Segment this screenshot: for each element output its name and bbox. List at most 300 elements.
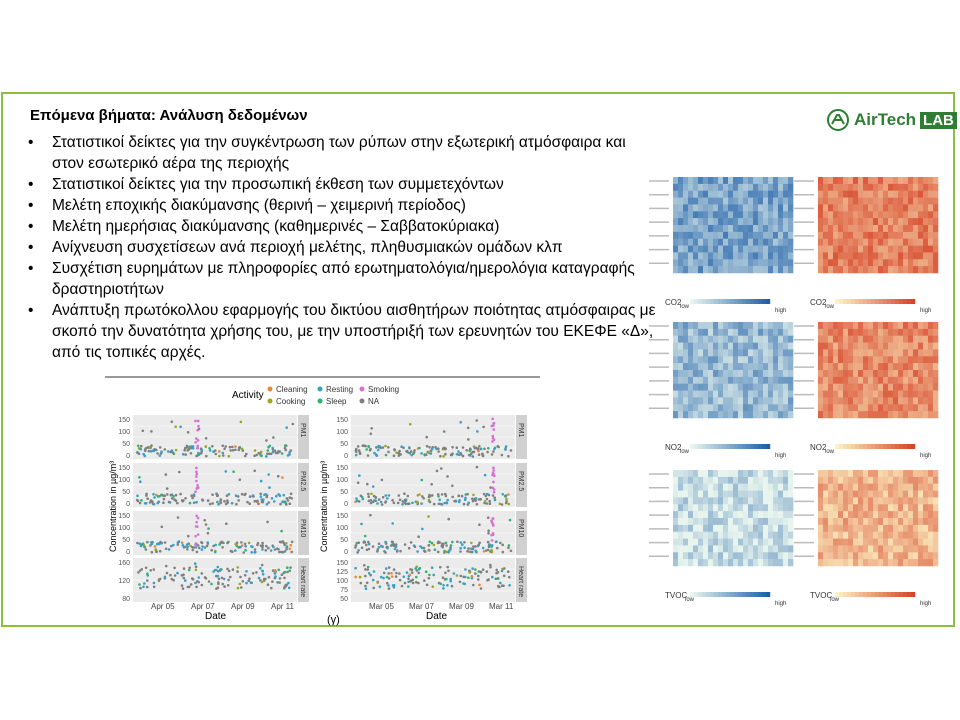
heatmap-cell <box>858 377 863 384</box>
heatmap-cell <box>883 232 888 239</box>
heatmap-cell <box>688 329 693 336</box>
data-point <box>138 447 141 450</box>
heatmap-cell <box>853 343 858 350</box>
data-point <box>442 576 445 579</box>
heatmap-cell <box>783 411 788 418</box>
data-point <box>477 450 480 453</box>
heatmap-cell <box>918 397 923 404</box>
heatmap-cell <box>883 370 888 377</box>
heatmap-cell <box>928 211 933 218</box>
colorbar-segment <box>766 592 770 597</box>
heatmap-cell <box>733 343 738 350</box>
heatmap-cell <box>913 218 918 225</box>
heatmap-cell <box>823 525 828 532</box>
heatmap-cell <box>868 411 873 418</box>
heatmap-cell <box>788 322 793 329</box>
heatmap-cell <box>848 525 853 532</box>
heatmap-cell <box>733 363 738 370</box>
data-point <box>367 568 370 571</box>
heatmap-cell <box>758 239 763 246</box>
data-point <box>449 546 452 549</box>
heatmap-cell <box>918 177 923 184</box>
heatmap-cell <box>703 539 708 546</box>
heatmap-cell <box>693 518 698 525</box>
heatmap-cell <box>828 484 833 491</box>
heatmap-cell <box>918 484 923 491</box>
colorbar-high-label: high <box>775 601 787 607</box>
data-point <box>259 493 262 496</box>
heatmap-cell <box>758 511 763 518</box>
colorbar-low-label: low <box>825 449 835 455</box>
data-point <box>272 451 275 454</box>
heatmap-cell <box>703 211 708 218</box>
heatmap-cell <box>683 191 688 198</box>
heatmap-cell <box>773 484 778 491</box>
heatmap-cell <box>818 211 823 218</box>
data-point <box>372 545 375 548</box>
heatmap-cell <box>863 511 868 518</box>
data-point <box>249 495 252 498</box>
data-point <box>411 569 414 572</box>
data-point <box>407 495 410 498</box>
heatmap-cell <box>713 497 718 504</box>
data-point <box>411 502 414 505</box>
heatmap-cell <box>698 484 703 491</box>
data-point <box>456 446 459 449</box>
heatmap-cell <box>828 525 833 532</box>
data-point <box>472 500 475 503</box>
heatmap-cell <box>748 397 753 404</box>
data-point <box>168 501 171 504</box>
heatmap-cell <box>693 491 698 498</box>
y-tick-label: 50 <box>340 441 348 448</box>
data-point <box>393 502 396 505</box>
heatmap-cell <box>853 252 858 259</box>
data-point <box>426 445 429 448</box>
data-point <box>501 503 504 506</box>
data-point <box>366 582 369 585</box>
data-point <box>218 450 221 453</box>
heatmap-cell <box>833 384 838 391</box>
data-point <box>228 570 231 573</box>
heatmap-cell <box>703 184 708 191</box>
data-point <box>445 495 448 498</box>
heatmap-cell <box>918 539 923 546</box>
heatmap-cell <box>688 336 693 343</box>
heatmap-cell <box>888 329 893 336</box>
data-point <box>198 576 201 579</box>
heatmap-cell <box>778 184 783 191</box>
heatmap-cell <box>908 497 913 504</box>
colorbar-segment <box>839 299 843 304</box>
heatmap-cell <box>843 177 848 184</box>
heatmap-cell <box>703 343 708 350</box>
colorbar-segment <box>903 299 907 304</box>
data-point <box>487 541 490 544</box>
data-point <box>195 565 198 568</box>
heatmap-cell <box>738 497 743 504</box>
heatmap-cell <box>758 211 763 218</box>
colorbar-segment <box>694 592 698 597</box>
data-point <box>451 485 454 488</box>
heatmap-cell <box>853 532 858 539</box>
data-point <box>155 550 158 553</box>
heatmap-cell <box>863 191 868 198</box>
heatmap-cell <box>743 532 748 539</box>
data-point <box>478 453 481 456</box>
colorbar-segment <box>718 592 722 597</box>
data-point <box>244 543 247 546</box>
data-point <box>201 584 204 587</box>
heatmap-cell <box>863 384 868 391</box>
heatmap-cell <box>748 391 753 398</box>
data-point <box>195 467 198 470</box>
data-point <box>391 575 394 578</box>
colorbar-segment <box>867 444 871 449</box>
heatmap-cell <box>673 239 678 246</box>
data-point <box>475 447 478 450</box>
heatmap-cell <box>893 518 898 525</box>
heatmap-cell <box>828 329 833 336</box>
heatmap-cell <box>833 336 838 343</box>
heatmap-cell <box>713 559 718 566</box>
heatmap-cell <box>928 491 933 498</box>
heatmap-cell <box>778 497 783 504</box>
heatmap-cell <box>933 322 938 329</box>
heatmap-cell <box>718 177 723 184</box>
heatmap-cell <box>858 545 863 552</box>
heatmap-cell <box>928 246 933 253</box>
data-point <box>442 587 445 590</box>
heatmap-cell <box>773 559 778 566</box>
heatmap-cell <box>783 356 788 363</box>
heatmap-cell <box>908 397 913 404</box>
heatmap-cell <box>673 545 678 552</box>
heatmap-cell <box>683 497 688 504</box>
heatmap-cell <box>898 539 903 546</box>
data-point <box>156 543 159 546</box>
heatmap-cell <box>713 204 718 211</box>
y-tick-label: 150 <box>118 465 130 472</box>
heatmap-cell <box>718 329 723 336</box>
heatmap-cell <box>818 477 823 484</box>
heatmap-cell <box>888 377 893 384</box>
heatmap-cell <box>843 252 848 259</box>
heatmap-cell <box>843 246 848 253</box>
heatmap-cell <box>718 370 723 377</box>
data-point <box>404 543 407 546</box>
heatmap-cell <box>733 545 738 552</box>
heatmap-cell <box>733 404 738 411</box>
heatmap-cell <box>888 363 893 370</box>
data-point <box>447 551 450 554</box>
heatmap-cell <box>773 218 778 225</box>
heatmap-cell <box>828 191 833 198</box>
heatmap-cell <box>863 343 868 350</box>
heatmap-cell <box>688 246 693 253</box>
heatmap-cell <box>833 266 838 273</box>
data-point <box>471 498 474 501</box>
heatmap-cell <box>923 252 928 259</box>
heatmap-cell <box>733 329 738 336</box>
colorbar-segment <box>718 299 722 304</box>
colorbar-label: TVOC <box>665 591 688 600</box>
heatmap-cell <box>903 384 908 391</box>
heatmap-cell <box>848 232 853 239</box>
data-point <box>165 473 168 476</box>
heatmap-cell <box>913 191 918 198</box>
data-point <box>165 565 168 568</box>
heatmap-cell <box>928 504 933 511</box>
heatmap-cell <box>893 259 898 266</box>
data-point <box>499 542 502 545</box>
heatmap-cell <box>843 218 848 225</box>
heatmap-cell <box>933 329 938 336</box>
heatmap-cell <box>723 246 728 253</box>
data-point <box>362 541 365 544</box>
heatmap-cell <box>783 539 788 546</box>
data-point <box>283 494 286 497</box>
data-point <box>166 493 169 496</box>
heatmap-cell <box>858 184 863 191</box>
heatmap-cell <box>848 225 853 232</box>
left-y-axis-label: Concentration in µg/m³ <box>108 460 118 552</box>
data-point <box>260 451 263 454</box>
heatmap-cell <box>833 356 838 363</box>
heatmap-cell <box>688 363 693 370</box>
heatmap-cell <box>788 191 793 198</box>
data-point <box>380 545 383 548</box>
heatmap-cell <box>773 491 778 498</box>
heatmap-cell <box>928 411 933 418</box>
heatmap-cell <box>683 266 688 273</box>
data-point <box>193 546 196 549</box>
data-point <box>214 544 217 547</box>
data-point <box>265 455 268 458</box>
colorbar-segment <box>746 592 750 597</box>
heatmap-cell <box>873 397 878 404</box>
heatmap-cell <box>883 484 888 491</box>
heatmap-cell <box>673 539 678 546</box>
heatmap-cell <box>903 370 908 377</box>
heatmap-cell <box>843 397 848 404</box>
legend-swatch-smoking <box>360 387 365 392</box>
heatmap-cell <box>763 349 768 356</box>
heatmap-cell <box>903 336 908 343</box>
heatmap-cell <box>908 322 913 329</box>
heatmap-cell <box>693 525 698 532</box>
data-point <box>224 445 227 448</box>
heatmap-cell <box>773 198 778 205</box>
heatmap-cell <box>833 518 838 525</box>
heatmap-cell <box>823 329 828 336</box>
left-panel-group <box>118 415 309 611</box>
data-point <box>445 544 448 547</box>
heatmap-cell <box>778 246 783 253</box>
heatmap-cell <box>768 384 773 391</box>
data-point <box>253 470 256 473</box>
heatmap-cell <box>838 539 843 546</box>
data-point <box>385 567 388 570</box>
heatmap-cell <box>748 191 753 198</box>
colorbar-segment <box>738 299 742 304</box>
data-point <box>261 546 264 549</box>
heatmap-cell <box>918 404 923 411</box>
data-point <box>412 579 415 582</box>
heatmap-cell <box>878 218 883 225</box>
heatmap-cell <box>763 404 768 411</box>
heatmap-cell <box>738 539 743 546</box>
heatmap-cell <box>873 259 878 266</box>
heatmap-cell <box>708 470 713 477</box>
data-point <box>194 543 197 546</box>
heatmap-cell <box>923 356 928 363</box>
heatmap-cell <box>758 225 763 232</box>
colorbar-segment <box>734 444 738 449</box>
heatmap-cell <box>678 177 683 184</box>
heatmap-cell <box>918 370 923 377</box>
data-point <box>221 583 224 586</box>
heatmap-cell <box>878 343 883 350</box>
heatmap-cell <box>728 484 733 491</box>
data-point <box>196 525 199 528</box>
heatmap-cell <box>778 266 783 273</box>
data-point <box>139 587 142 590</box>
heatmap-cell <box>718 491 723 498</box>
heatmap-cell <box>748 552 753 559</box>
heatmap-cell <box>913 177 918 184</box>
heatmap-cell <box>783 246 788 253</box>
heatmap-cell <box>728 363 733 370</box>
heatmap-cell <box>723 225 728 232</box>
heatmap-cell <box>703 259 708 266</box>
heatmap-cell <box>683 343 688 350</box>
heatmap-cell <box>828 356 833 363</box>
heatmap-cell <box>828 252 833 259</box>
data-point <box>388 566 391 569</box>
heatmap-cell <box>893 218 898 225</box>
data-point <box>140 499 143 502</box>
data-point <box>385 454 388 457</box>
data-point <box>159 454 162 457</box>
heatmap-cell <box>868 525 873 532</box>
colorbar-segment <box>698 444 702 449</box>
heatmap-cell <box>903 349 908 356</box>
heatmap-cell <box>923 411 928 418</box>
heatmap-cell <box>728 545 733 552</box>
data-point <box>418 447 421 450</box>
heatmap-cell <box>928 259 933 266</box>
heatmap-cell <box>743 363 748 370</box>
heatmap-cell <box>783 384 788 391</box>
heatmap-cell <box>743 191 748 198</box>
heatmap-cell <box>713 232 718 239</box>
heatmap-cell <box>913 259 918 266</box>
heatmap-cell <box>828 504 833 511</box>
heatmap-cell <box>893 370 898 377</box>
heatmap-cell <box>858 363 863 370</box>
data-point <box>277 569 280 572</box>
heatmap-cell <box>783 518 788 525</box>
heatmap-cell <box>718 252 723 259</box>
data-point <box>152 493 155 496</box>
heatmap-cell <box>758 470 763 477</box>
heatmap-cell <box>833 532 838 539</box>
heatmap-cell <box>693 211 698 218</box>
heatmap-cell <box>738 239 743 246</box>
heatmap-cell <box>683 336 688 343</box>
heatmap-cell <box>898 552 903 559</box>
data-point <box>495 541 498 544</box>
heatmap-cell <box>898 211 903 218</box>
heatmap-cell <box>718 525 723 532</box>
heatmap-cell <box>913 384 918 391</box>
heatmap-cell <box>763 363 768 370</box>
heatmap-cell <box>758 198 763 205</box>
heatmap-cell <box>843 198 848 205</box>
data-point <box>383 572 386 575</box>
heatmap-cell <box>903 491 908 498</box>
heatmap-cell <box>783 232 788 239</box>
heatmap-cell <box>843 497 848 504</box>
heatmap-cell <box>703 329 708 336</box>
heatmap-cell <box>878 404 883 411</box>
heatmap-cell <box>688 184 693 191</box>
heatmap-cell <box>753 363 758 370</box>
heatmap-cell <box>933 232 938 239</box>
heatmap-cell <box>823 239 828 246</box>
heatmap-cell <box>918 504 923 511</box>
data-point <box>289 566 292 569</box>
heatmap-cell <box>753 497 758 504</box>
data-point <box>444 453 447 456</box>
heatmap-cell <box>698 329 703 336</box>
heatmap-cell <box>908 363 913 370</box>
heatmap-cell <box>688 377 693 384</box>
heatmap-cell <box>858 539 863 546</box>
heatmap-cell <box>698 497 703 504</box>
heatmap-cell <box>778 397 783 404</box>
data-point <box>486 502 489 505</box>
data-point <box>507 493 510 496</box>
colorbar-segment <box>847 444 851 449</box>
heatmap-cell <box>858 497 863 504</box>
heatmap-cell <box>693 349 698 356</box>
data-point <box>274 569 277 572</box>
heatmap-cell <box>913 491 918 498</box>
heatmap-cell <box>683 239 688 246</box>
heatmap-cell <box>733 336 738 343</box>
heatmap-cell <box>868 204 873 211</box>
heatmap-cell <box>883 239 888 246</box>
data-point <box>421 528 424 531</box>
y-tick-label: 160 <box>118 560 130 567</box>
heatmap-cell <box>743 246 748 253</box>
data-point <box>486 451 489 454</box>
heatmap-cell <box>703 484 708 491</box>
data-point <box>139 502 142 505</box>
heatmap-cell <box>823 559 828 566</box>
heatmap-cell <box>833 397 838 404</box>
heatmap-cell <box>823 211 828 218</box>
data-point <box>455 500 458 503</box>
heatmap-cell <box>873 552 878 559</box>
data-point <box>190 494 193 497</box>
heatmap-cell <box>788 211 793 218</box>
data-point <box>267 583 270 586</box>
heatmap-cell <box>833 204 838 211</box>
data-point <box>204 546 207 549</box>
